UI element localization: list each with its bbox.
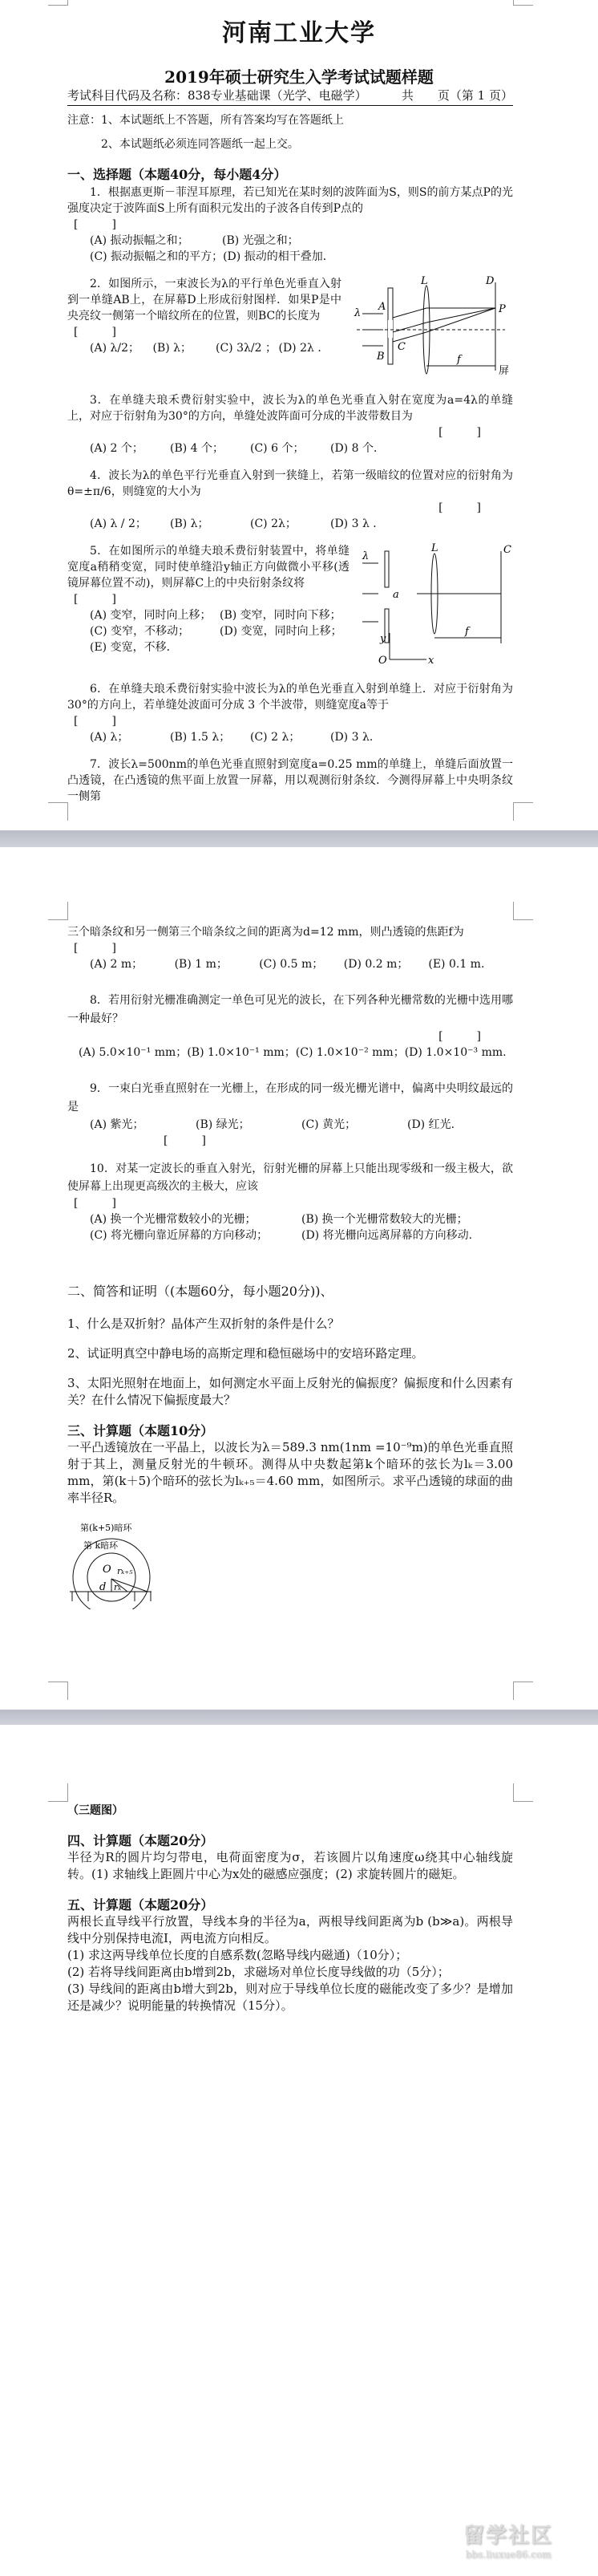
q5-option-a: (A) 变窄，同时向上移； [90,609,212,622]
q9-option-d: (D) 红光. [407,1118,455,1131]
q5-text: 5．在如图所示的单缝夫琅禾费衍射装置中，将单缝宽度a稍稍变宽，同时使单缝沿y轴正方向做微小平移(透镜屏幕位置不动)，则屏幕C上的中央衍射条纹将 [67,545,350,590]
s5-text: 两根长直导线平行放置，导线本身的半径为a，两根导线间距离为b (b≫a)。两根导线中分别保持电流I，两电流方向相反。 [67,1914,513,1945]
page-2 [0,847,598,1710]
page-3 [0,1725,598,2576]
corner-mark [513,0,533,6]
label-O: O [378,655,387,665]
q3-option-a: (A) 2 个； [90,442,143,455]
q9-text: 9．一束白光垂直照射在一光栅上，在形成的同一级光栅光谱中，偏离中央明纹最远的是 [67,1082,513,1114]
answer-bracket: [ ] [74,1197,116,1210]
label-x: x [428,655,434,665]
q1-option-a: (A) 振动振幅之和； [90,234,189,247]
subject-line [67,87,513,106]
q2-text: 2．如图所示，一束波长为λ的平行单色光垂直入射到一单缝AB上，在屏幕D上形成衍射图样．如果P是中央亮纹一侧第一个暗纹所在的位置，则BC的长度为 [67,278,341,323]
corner-mark [513,1783,533,1802]
q5-option-e: (E) 变宽，不移． [90,641,178,654]
s4-text: 半径为R的圆片均匀带电，电荷面密度为σ，若该圆片以角速度ω绕其中心轴线旋转。(1) 求轴线上距圆片中心为x处的磁感应强度；(2) 求旋转圆片的磁矩。 [67,1850,513,1881]
q5-option-c: (C) 变窄，不移动； [90,625,190,638]
section-2-title: 二、简答和证明（(本题60分，每小题20分))、 [67,1284,333,1299]
q10-option-a: (A) 换一个光栅常数较小的光栅； [90,1213,257,1226]
page-gap [0,830,598,847]
q2-option-a: (A) λ/2； [90,342,139,355]
label-f: f [457,354,461,366]
label-y: y [380,633,386,645]
page-3-content [67,1803,513,2014]
label-a: a [393,589,399,601]
q8-text: 8．若用衍射光栅准确测定一单色可见光的波长，在下列各种光栅常数的光栅中选用哪一种最好？ [67,994,513,1025]
q3-text: 3．在单缝夫琅禾费衍射实验中，波长为λ的单色光垂直入射在宽度为a=4λ的单缝上，对应于衍射角为30°的方向，单缝处波阵面可分成的半波带数目为 [67,394,513,423]
answer-bracket: [ ] [438,501,481,514]
answer-bracket: [ ] [74,218,116,231]
s2-q1: 1、什么是双折射？晶体产生双折射的条件是什么？ [67,1316,340,1331]
q2-option-d: (D) 2λ ． [278,342,329,355]
s2-q3: 3、太阳光照射在地面上，如何测定水平面上反射光的偏振度？偏振度和什么因素有关？在什么情况下偏振度最大？ [67,1376,513,1407]
q10-option-c: (C) 将光栅向靠近屏幕的方向移动； [90,1229,269,1242]
q5-option-d: (D) 变宽，同时向上移； [220,625,342,638]
q1-option-c: (C) 振动振幅之和的平方； [90,250,224,263]
q7-option-b: (B) 1 m； [174,958,228,971]
q6-option-c: (C) 2 λ； [250,731,301,744]
q7-option-d: (D) 0.2 m； [343,958,409,971]
corner-mark [513,1681,533,1700]
q9-option-b: (B) 绿光； [196,1118,250,1131]
label-B: B [377,351,385,363]
label-d: d [99,1581,107,1593]
q4-option-a: (A) λ / 2； [90,517,147,530]
q2-diffraction-figure [353,276,513,376]
watermark-name: 留学社区 [463,2524,554,2548]
corner-mark [48,0,68,6]
q8-option-d: (D) 1.0×10⁻³ mm. [404,1046,507,1059]
q9-option-a: (A) 紫光； [90,1118,144,1131]
page-count: 共 页（第 1 页） [401,88,513,103]
section-5-title: 五、计算题（本题20分） [67,1897,214,1913]
corner-mark [513,802,533,821]
q4-option-c: (C) 2λ； [250,517,297,530]
page-1 [0,0,598,830]
answer-bracket: [ ] [438,1030,481,1043]
q2-option-b: (B) λ； [152,342,192,355]
q3-option-d: (D) 8 个． [330,442,385,455]
watermark-logo [463,2519,553,2560]
section-1-title: 一、选择题（本题40分，每小题4分） [67,167,287,182]
notice-2: 2、本试题纸必须连同答题纸一起上交。 [101,138,299,151]
q6-text: 6．在单缝夫琅禾费衍射实验中波长为λ的单色光垂直入射到单缝上．对应于衍射角为30°的方向上，若单缝处波面可分成 3 个半波带，则缝宽度a等于 [67,683,513,712]
q8-option-a: (A) 5.0×10⁻¹ mm； [79,1046,188,1059]
q7-option-a: (A) 2 m； [90,958,143,971]
label-screen: 屏 [499,365,510,376]
q10-option-d: (D) 将光栅向远离屏幕的方向移动. [301,1229,473,1242]
q2-option-c: (C) 3λ/2 ； [216,342,277,355]
figure-caption: （三题图） [67,1804,123,1817]
q7-text: 7．波长λ=500nm的单色光垂直照射到宽度a=0.25 mm的单缝上，单缝后面放置一凸透镜，在凸透镜的焦平面上放置一屏幕，用以观测衍射条纹．今测得屏幕上中央明条纹一侧第 [67,758,513,803]
q5-diffraction-figure [361,543,513,665]
label-lambda: λ [354,307,362,319]
answer-bracket: [ ] [74,715,116,728]
s5-part-1: (1) 求这两导线单位长度的自感系数(忽略导线内磁通)（10分）； [67,1948,408,1962]
q7-option-e: (E) 0.1 m. [428,958,485,971]
q1-option-d: (D) 振动的相干叠加． [223,250,334,263]
s5-part-3: (3) 导线间的距离由b增大到2b，则对应于导线单位长度的磁能改变了多少？是增加还是减少？说明能量的转换情况（15分）。 [67,1982,513,2013]
s3-text: 一平凸透镜放在一平晶上，以波长为λ＝589.3 nm(1nm =10⁻⁹m)的单色光垂直照射于其上，测量反射光的牛顿环。测得从中央数起第k个暗环的弦长为lₖ＝3.00 mm，第(k＋5)个暗环的弦长为lₖ₊₅＝4.60 mm，如图所示。求平凸透镜的球面的曲率半径R。 [67,1440,513,1505]
corner-mark [48,802,68,821]
label-P: P [499,303,506,315]
q8-option-b: (B) 1.0×10⁻¹ mm； [187,1046,296,1059]
corner-mark [48,1783,68,1802]
label-outer-ring: 第(k+5)暗环 [80,1523,132,1533]
label-inner-ring: 第 k暗环 [83,1540,119,1551]
label-f: f [465,626,469,638]
exam-title: 2019年硕士研究生入学考试试题样题 [164,67,434,87]
section-3-title: 三、计算题（本题10分） [67,1423,214,1438]
page-gap [0,1710,598,1725]
watermark-url: bbs.liuxue86.com [465,2549,552,2560]
q6-option-a: (A) λ； [90,731,129,744]
label-L: L [421,276,428,287]
q10-text: 10．对某一定波长的垂直入射光，衍射光栅的屏幕上只能出现零级和一级主极大，欲使屏幕上出现更高级次的主极大，应该 [67,1162,513,1193]
corner-mark [513,902,533,920]
corner-mark [48,902,68,920]
q6-option-d: (D) 3 λ. [330,731,374,744]
label-rk: rₖ [114,1582,122,1592]
q8-option-c: (C) 1.0×10⁻² mm； [295,1046,405,1059]
q9-option-c: (C) 黄光； [301,1118,357,1131]
label-C: C [398,341,406,353]
page-2-content [67,924,513,1609]
label-lambda: λ [362,550,370,562]
label-O: O [103,1564,111,1576]
q7-option-c: (C) 0.5 m； [259,958,324,971]
label-A: A [378,301,386,313]
answer-bracket: [ ] [74,326,116,339]
s5-part-2: (2) 若将导线间距离由b增到2b，求磁场对单位长度导线做的功（5分）； [67,1965,450,1979]
q7-text-cont: 三个暗条纹和另一侧第三个暗条纹之间的距离为d=12 mm，则凸透镜的焦距f为 [67,926,464,939]
q3-option-c: (C) 6 个； [250,442,305,455]
answer-bracket: [ ] [74,593,116,606]
q1-option-b: (B) 光强之和； [222,234,299,247]
q4-text: 4．波长为λ的单色平行光垂直入射到一狭缝上，若第一级暗纹的位置对应的衍射角为θ=±π/6，则缝宽的大小为 [67,469,513,498]
university-title: 河南工业大学 [222,19,376,47]
q6-option-b: (B) 1.5 λ； [170,731,231,744]
subject: 考试科目代码及名称：838专业基础课（光学、电磁学） [67,88,367,103]
answer-bracket: [ ] [164,1134,206,1147]
newton-rings-figure [67,1521,156,1609]
q4-option-d: (D) 3 λ ． [330,517,385,530]
q5-option-b: (B) 变窄，同时向下移； [220,609,341,622]
s2-q2: 2、试证明真空中静电场的高斯定理和稳恒磁场中的安培环路定理。 [67,1346,424,1361]
label-D: D [486,276,495,287]
answer-bracket: [ ] [438,426,481,439]
q1-text: 1．根据惠更斯－菲涅耳原理，若已知光在某时刻的波阵面为S，则S的前方某点P的光强度决定于波阵面S上所有面积元发出的子波各自传到P点的 [67,186,513,215]
q4-option-b: (B) λ； [170,517,209,530]
page-1-content [67,112,513,805]
q10-option-b: (B) 换一个光栅常数较大的光栅； [301,1213,468,1226]
q3-option-b: (B) 4 个； [170,442,224,455]
label-rk5: rₖ₊₅ [117,1566,133,1576]
answer-bracket: [ ] [74,942,116,955]
label-L: L [431,543,438,554]
label-C: C [503,544,511,556]
section-4-title: 四、计算题（本题20分） [67,1833,214,1848]
notice-1: 注意：1、本试题纸上不答题，所有答案均写在答题纸上 [67,114,344,127]
corner-mark [48,1681,68,1700]
